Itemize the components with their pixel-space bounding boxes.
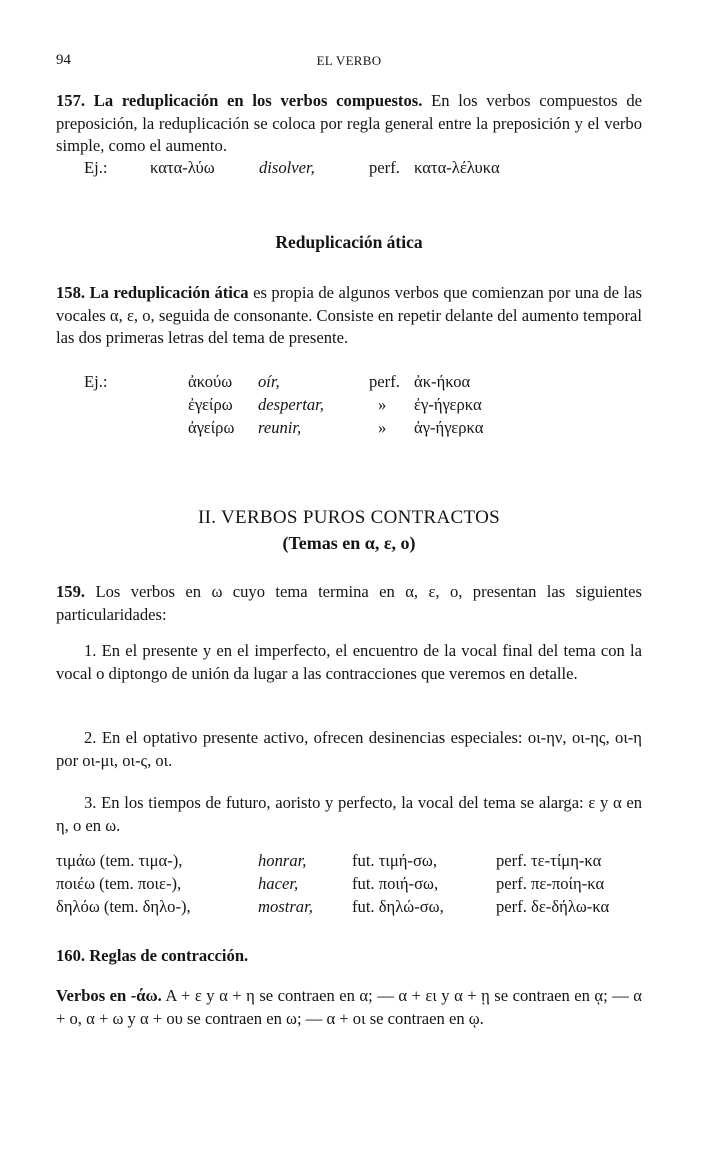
perfect-form: ἀγ-ήγερκα [414,418,484,437]
paragraph-159 [56,581,642,626]
perfect-form: perf. τε-τίμη-κα [496,851,602,870]
perfect-form: ἀκ-ήκοα [414,372,471,391]
paragraph-160 [56,985,642,1030]
section-heading: Reduplicación ática [275,232,423,252]
greek-verb: ἐγείρω [188,395,233,414]
ditto-mark: » [378,418,387,437]
subsection-label: Verbos en -άω. [56,986,162,1005]
perfect-form: perf. πε-ποίη-κα [496,874,605,893]
perf-label: perf. [369,372,400,391]
paragraph-158 [56,282,642,350]
greek-verb: ἀκούω [188,372,233,391]
running-head: EL VERBO [316,53,382,68]
greek-verb: ποιέω (tem. ποιε-), [56,874,182,893]
perfect-form: ἐγ-ήγερκα [414,395,482,414]
greek-verb: κατα-λύω [150,158,215,177]
section-ii-subtitle: (Temas en α, ε, ο) [282,533,416,553]
list-item-1: 1. En el presente y en el imperfecto, el encuentro de la vocal final del tema con la vocal o diptongo de unión da lugar a las contracciones que veremos en detalle. [56,641,642,683]
paragraph-text: es propia de algunos verbos que comienzan por una de las vocales α, ε, ο, seguida de consonante. Consiste en repetir delante del aumento temporal las dos primeras letras del tema de presente. [56,283,642,347]
verb-meaning: honrar, [258,851,307,870]
paragraph-number: 157. [56,91,86,110]
future-form: fut. δηλώ-σω, [352,897,444,916]
paragraph-title: La reduplicación en los verbos compuestos. [93,91,423,110]
greek-verb: τιμάω (tem. τιμα-), [56,851,183,870]
perfect-form: perf. δε-δήλω-κα [496,897,610,916]
page-number: 94 [56,52,71,68]
paragraph-title: La reduplicación ática [89,283,249,302]
future-form: fut. ποιή-σω, [352,874,439,893]
greek-verb: δηλόω (tem. δηλο-), [56,897,191,916]
paragraph-text: Los verbos en ω cuyo tema termina en α, ε, ο, presentan las siguientes particularidades: [56,582,642,624]
verb-meaning: oír, [258,372,280,391]
paragraph-157 [56,90,642,158]
paragraph-160-heading [56,945,642,968]
verb-meaning: reunir, [258,418,302,437]
list-item-2: 2. En el optativo presente activo, ofrecen desinencias especiales: οι-ην, οι-ης, οι-η por οι-μι, οι-ς, οι. [56,728,642,770]
list-item-3: 3. En los tiempos de futuro, aoristo y perfecto, la vocal del tema se alarga: ε y α en η, ο en ω. [56,793,642,835]
ditto-mark: » [378,395,387,414]
paragraph-number: 160. [56,946,86,965]
example-table-158 [0,372,702,442]
future-form: fut. τιμή-σω, [352,851,437,870]
section-ii-title: II. VERBOS PUROS CONTRACTOS [198,507,500,528]
example-label: Ej.: [84,158,108,177]
example-table-159 [0,851,702,921]
perf-label: perf. [369,158,400,177]
example-157 [0,158,702,182]
paragraph-number: 158. [56,283,86,302]
paragraph-title: Reglas de contracción. [89,946,249,965]
page-header [56,52,642,74]
example-label: Ej.: [84,372,108,391]
paragraph-text: Α + ε y α + η se contraen en α; — α + ει y α + ῃ se contraen en ᾳ; — α + ο, α + ω y α + ου se contraen en ω; — α + οι se contraen en ῳ. [56,986,642,1028]
perfect-form: κατα-λέλυκα [414,158,500,177]
verb-meaning: hacer, [258,874,299,893]
verb-meaning: despertar, [258,395,324,414]
greek-verb: ἀγείρω [188,418,235,437]
paragraph-number: 159. [56,582,86,601]
verb-meaning: mostrar, [258,897,313,916]
paragraph-text: En los verbos compuestos de preposición, la reduplicación se coloca por regla general entre la preposición y el verbo simple, como el aumento. [56,91,642,155]
verb-meaning: disolver, [259,158,315,177]
